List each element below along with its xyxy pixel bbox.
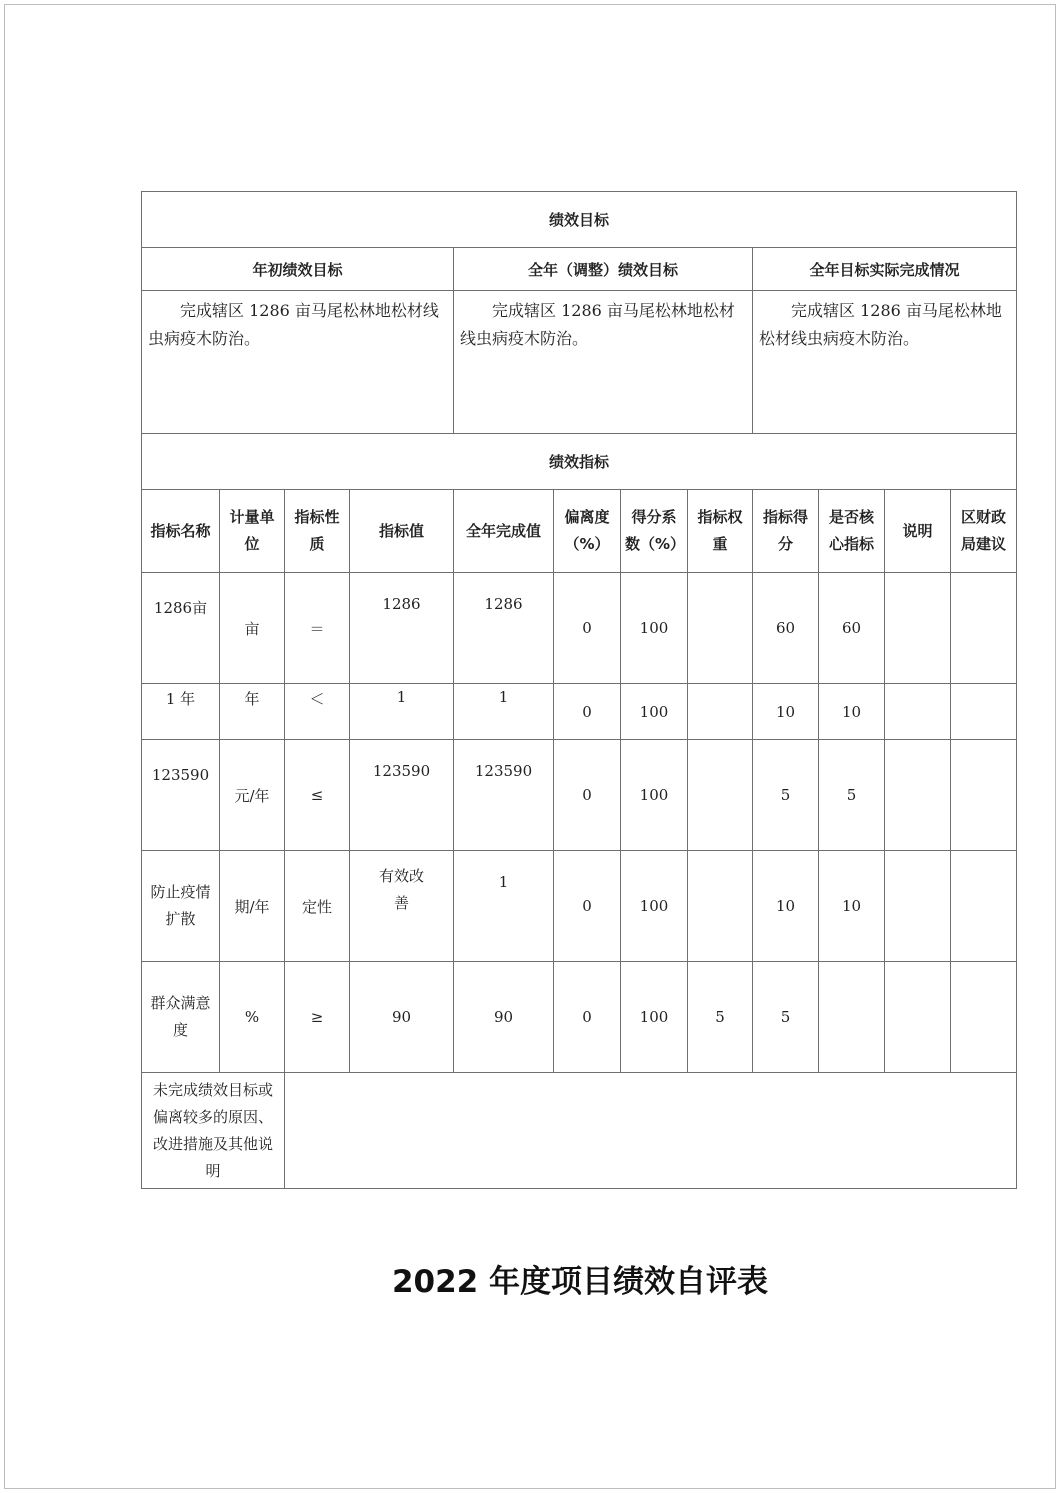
bureau-advice [951,573,1017,684]
col-header: 说明 [885,490,951,573]
goal-header-actual: 全年目标实际完成情况 [753,248,1017,291]
unit: % [220,962,285,1073]
goal-text-actual: 完成辖区 1286 亩马尾松林地松材线虫病疫木防治。 [753,291,1017,434]
note [885,573,951,684]
indicator-name: 群众满意度 [142,962,220,1073]
table-row [142,740,1017,851]
col-header: 指标性质 [285,490,350,573]
core-indicator: 10 [819,851,885,962]
goal-header-adjusted: 全年（调整）绩效目标 [454,248,753,291]
col-header: 指标得分 [753,490,819,573]
footer-value [285,1073,1017,1189]
weight: 5 [688,962,753,1073]
core-indicator: 60 [819,573,885,684]
goal-text-adjusted: 完成辖区 1286 亩马尾松林地松材线虫病疫木防治。 [454,291,753,434]
target-value: 123590 [350,740,454,851]
goal-text-initial: 完成辖区 1286 亩马尾松林地松材线虫病疫木防治。 [142,291,454,434]
core-indicator: 10 [819,684,885,740]
note [885,962,951,1073]
completed-value: 1 [454,851,554,962]
unit: 年 [220,684,285,740]
target-value: 有效改善 [350,851,454,962]
unit: 期/年 [220,851,285,962]
weight [688,573,753,684]
deviation: 0 [554,962,621,1073]
score-coefficient: 100 [621,573,688,684]
indicator-name: 防止疫情扩散 [142,851,220,962]
score: 60 [753,573,819,684]
target-value: 1 [350,684,454,740]
footer-label: 未完成绩效目标或偏离较多的原因、改进措施及其他说明 [142,1073,285,1189]
target-value: 1286 [350,573,454,684]
note [885,740,951,851]
unit: 亩 [220,573,285,684]
deviation: 0 [554,851,621,962]
score-coefficient: 100 [621,684,688,740]
indicators-section-title: 绩效指标 [142,434,1017,490]
weight [688,851,753,962]
col-header: 指标名称 [142,490,220,573]
col-header: 计量单位 [220,490,285,573]
unit: 元/年 [220,740,285,851]
weight [688,740,753,851]
table-row [142,684,1017,740]
col-header: 得分系数（%） [621,490,688,573]
completed-value: 90 [454,962,554,1073]
indicator-name: 123590 [142,740,220,851]
goal-header-initial: 年初绩效目标 [142,248,454,291]
performance-table [141,191,1017,1189]
bureau-advice [951,740,1017,851]
table-row [142,962,1017,1073]
bureau-advice [951,684,1017,740]
score: 10 [753,851,819,962]
col-header: 指标权重 [688,490,753,573]
core-indicator [819,962,885,1073]
score-coefficient: 100 [621,740,688,851]
score-coefficient: 100 [621,851,688,962]
note [885,684,951,740]
nature: ＝ [285,573,350,684]
score: 5 [753,740,819,851]
table-row [142,851,1017,962]
bureau-advice [951,851,1017,962]
completed-value: 1 [454,684,554,740]
indicator-name: 1 年 [142,684,220,740]
deviation: 0 [554,740,621,851]
score-coefficient: 100 [621,962,688,1073]
footer-row [142,1073,1017,1189]
deviation: 0 [554,573,621,684]
deviation: 0 [554,684,621,740]
indicator-name: 1286亩 [142,573,220,684]
goals-section-title: 绩效目标 [142,192,1017,248]
score: 10 [753,684,819,740]
indicator-header-row [142,490,1017,573]
completed-value: 1286 [454,573,554,684]
score: 5 [753,962,819,1073]
note [885,851,951,962]
weight [688,684,753,740]
bureau-advice [951,962,1017,1073]
col-header: 全年完成值 [454,490,554,573]
nature: ≤ [285,740,350,851]
col-header: 指标值 [350,490,454,573]
col-header: 是否核心指标 [819,490,885,573]
table-row [142,573,1017,684]
col-header: 偏离度（%） [554,490,621,573]
target-value: 90 [350,962,454,1073]
nature: 定性 [285,851,350,962]
nature: ≥ [285,962,350,1073]
completed-value: 123590 [454,740,554,851]
col-header: 区财政局建议 [951,490,1017,573]
document-title: 2022 年度项目绩效自评表 [391,1264,769,1300]
nature: ＜ [285,684,350,740]
core-indicator: 5 [819,740,885,851]
